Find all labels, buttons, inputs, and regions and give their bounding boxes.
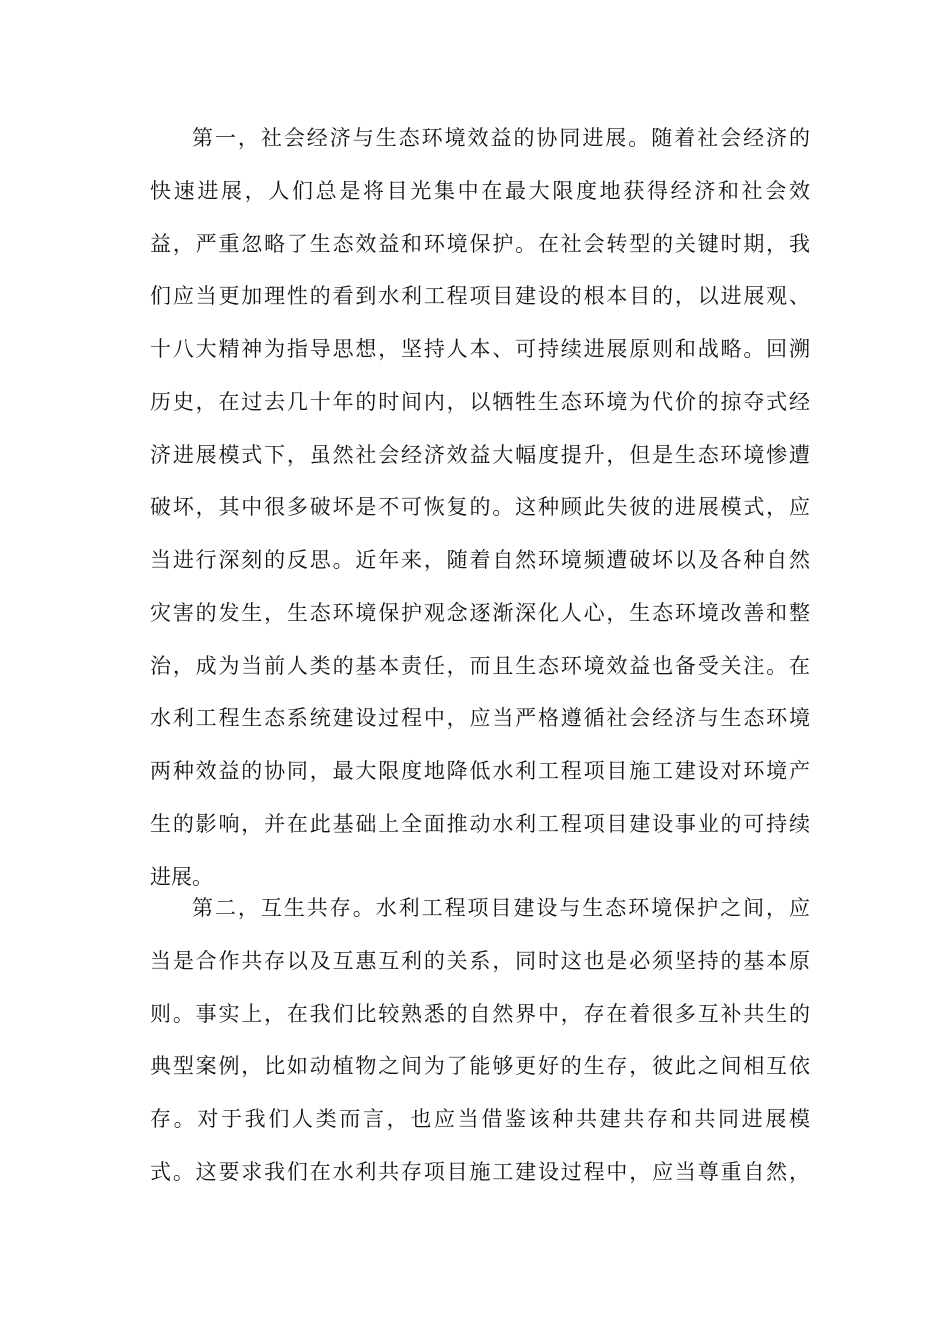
- paragraph-line: 们应当更加理性的看到水利工程项目建设的根本目的，以进展观、: [150, 284, 810, 309]
- paragraph-line: 存。对于我们人类而言，也应当借鉴该种共建共存和共同进展模: [150, 1107, 810, 1131]
- paragraph-line: 生的影响，并在此基础上全面推动水利工程项目建设事业的可持续: [150, 811, 810, 836]
- paragraph-line: 进展。: [150, 864, 213, 889]
- paragraph-line: 益，严重忽略了生态效益和环境保护。在社会转型的关键时期，我: [150, 231, 810, 256]
- paragraph-2: [150, 882, 810, 1199]
- paragraph-line: 当进行深刻的反思。近年来，随着自然环境频遭破坏以及各种自然: [150, 548, 810, 572]
- paragraph-line: 治，成为当前人类的基本责任，而且生态环境效益也备受关注。在: [150, 653, 810, 678]
- paragraph-line: 水利工程生态系统建设过程中，应当严格遵循社会经济与生态环境: [150, 706, 810, 731]
- paragraph-line: 历史，在过去几十年的时间内，以牺牲生态环境为代价的掠夺式经: [150, 389, 810, 414]
- paragraph-line: 两种效益的协同，最大限度地降低水利工程项目施工建设对环境产: [150, 759, 810, 783]
- paragraph-line: 灾害的发生，生态环境保护观念逐渐深化人心，生态环境改善和整: [150, 600, 810, 625]
- paragraph-line: 第二，互生共存。水利工程项目建设与生态环境保护之间，应: [192, 896, 810, 920]
- paragraph-line: 第一，社会经济与生态环境效益的协同进展。随着社会经济的: [192, 126, 810, 150]
- paragraph-line: 则。事实上，在我们比较熟悉的自然界中，存在着很多互补共生的: [150, 1001, 810, 1026]
- paragraph-line: 式。这要求我们在水利共存项目施工建设过程中，应当尊重自然，: [150, 1159, 810, 1184]
- paragraph-line: 典型案例，比如动植物之间为了能够更好的生存，彼此之间相互依: [150, 1054, 810, 1079]
- paragraph-line: 快速进展，人们总是将目光集中在最大限度地获得经济和社会效: [150, 178, 810, 203]
- paragraph-1: [150, 112, 810, 903]
- paragraph-line: 当是合作共存以及互惠互利的关系，同时这也是必须坚持的基本原: [150, 948, 810, 973]
- paragraph-line: 济进展模式下，虽然社会经济效益大幅度提升，但是生态环境惨遭: [150, 442, 810, 467]
- paragraph-line: 十八大精神为指导思想，坚持人本、可持续进展原则和战略。回溯: [150, 337, 810, 361]
- paragraph-line: 破坏，其中很多破坏是不可恢复的。这种顾此失彼的进展模式，应: [150, 495, 810, 520]
